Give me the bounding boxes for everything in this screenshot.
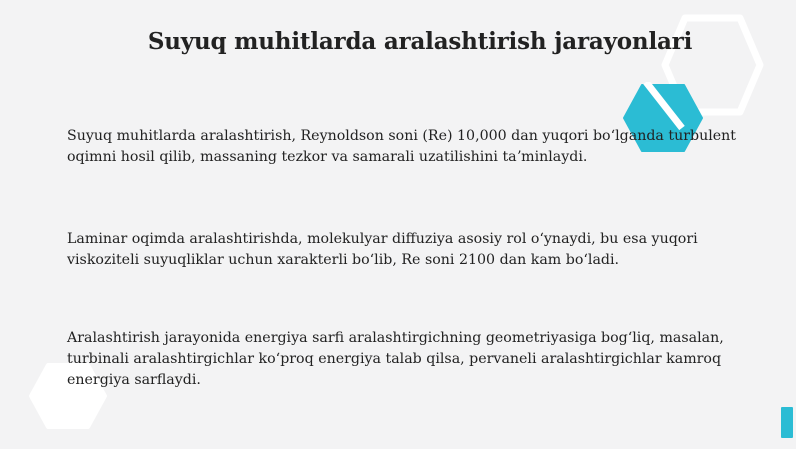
slide-title: Suyuq muhitlarda aralashtirish jarayonlari bbox=[147, 28, 693, 55]
teal-accent-stripe bbox=[781, 407, 793, 438]
paragraph-laminar: Laminar oqimda aralashtirishda, molekulyar diffuziya asosiy rol oʻynaydi, bu esa yuqori viskoziteli suyuqliklar uchun xarakterli boʻlib, Re soni 2100 dan kam boʻladi. bbox=[67, 231, 698, 268]
slide-edge bbox=[796, 0, 800, 449]
paragraph-energy: Aralashtirish jarayonida energiya sarfi aralashtirgichning geometriyasiga bogʻliq, masalan, turbinali aralashtirgichlar koʻproq energiya talab qilsa, pervaneli aralashtirgichlar kamroq energiya sarflaydi. bbox=[67, 330, 724, 388]
paragraph-turbulent: Suyuq muhitlarda aralashtirish, Reynoldson soni (Re) 10,000 dan yuqori boʻlganda turbulent oqimni hosil qilib, massaning tezkor va samarali uzatilishini taʼminlaydi. bbox=[67, 128, 736, 165]
